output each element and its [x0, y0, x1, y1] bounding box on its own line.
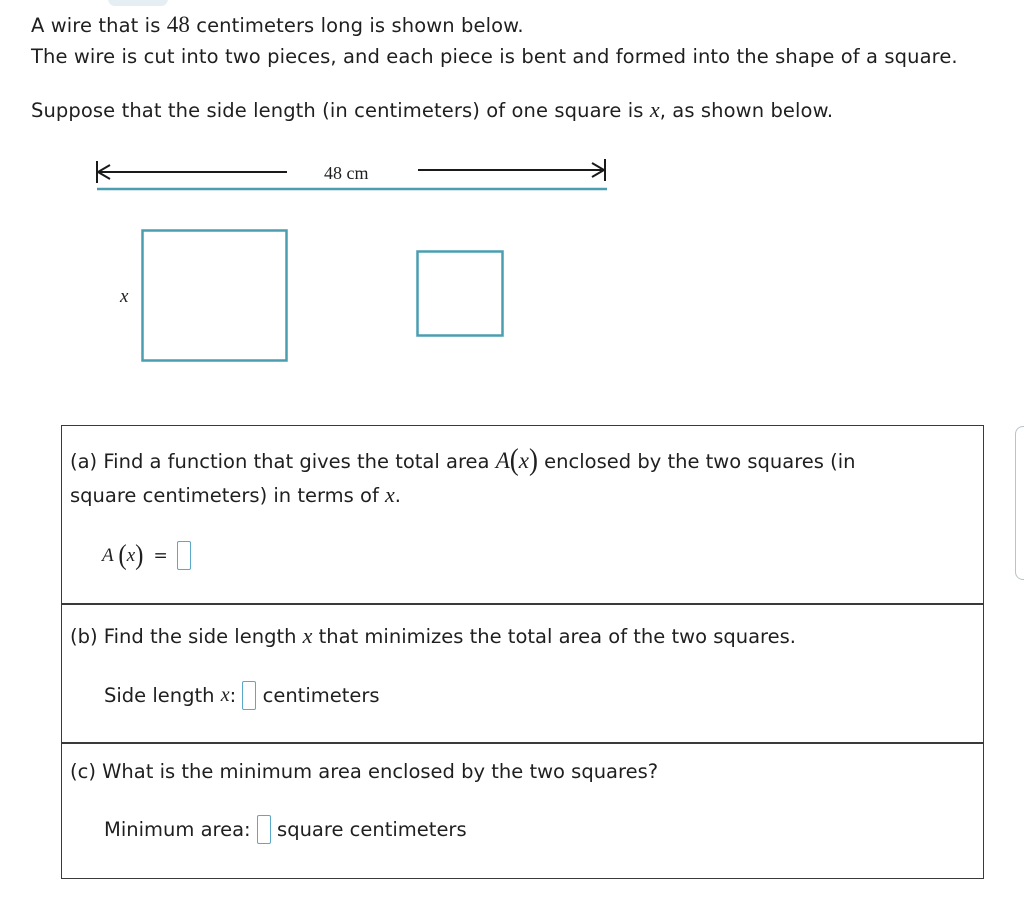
intro-line-1: A wire that is 48 centimeters long is shown below. — [31, 12, 524, 37]
answer-c-unit: square centimeters — [277, 818, 467, 841]
question-c-box — [61, 742, 984, 879]
question-c-text: (c) What is the minimum area enclosed by the two squares? — [70, 760, 659, 783]
question-a-text-line2: square centimeters) in terms of x. — [70, 482, 401, 507]
answer-c-label: Minimum area: — [104, 818, 251, 841]
square-small — [418, 252, 503, 336]
question-b-text: (b) Find the side length x that minimizes the total area of the two squares. — [70, 623, 796, 648]
wire-diagram — [0, 140, 640, 380]
square-large — [143, 231, 287, 361]
answer-a-input[interactable] — [177, 541, 191, 570]
side-label-x: x — [120, 286, 129, 307]
intro-line-2: The wire is cut into two pieces, and each piece is bent and formed into the shape of a square. — [31, 45, 958, 68]
intro-line-3: Suppose that the side length (in centimeters) of one square is x, as shown below. — [31, 97, 834, 122]
answer-c-row — [104, 815, 467, 844]
answer-b-label: Side length — [104, 684, 215, 707]
wire-length-label: 48 cm — [324, 163, 369, 183]
answer-b-input[interactable] — [242, 681, 256, 710]
top-tab — [108, 0, 168, 6]
side-panel-handle[interactable] — [1015, 426, 1024, 580]
wire-length-number: 48 — [166, 12, 190, 37]
answer-b-unit: centimeters — [262, 684, 380, 707]
question-a-box — [61, 425, 984, 605]
answer-a-label: A ( x ) — [102, 539, 144, 571]
variable-x: x — [649, 97, 660, 122]
question-b-box — [61, 603, 984, 744]
answer-a-row: A ( x ) = — [102, 541, 191, 570]
question-a-text: (a) Find a function that gives the total area A(x) enclosed by the two squares (in — [70, 441, 856, 477]
answer-b-row: Side length x : centimeters — [104, 681, 380, 710]
answer-c-input[interactable] — [257, 815, 271, 844]
